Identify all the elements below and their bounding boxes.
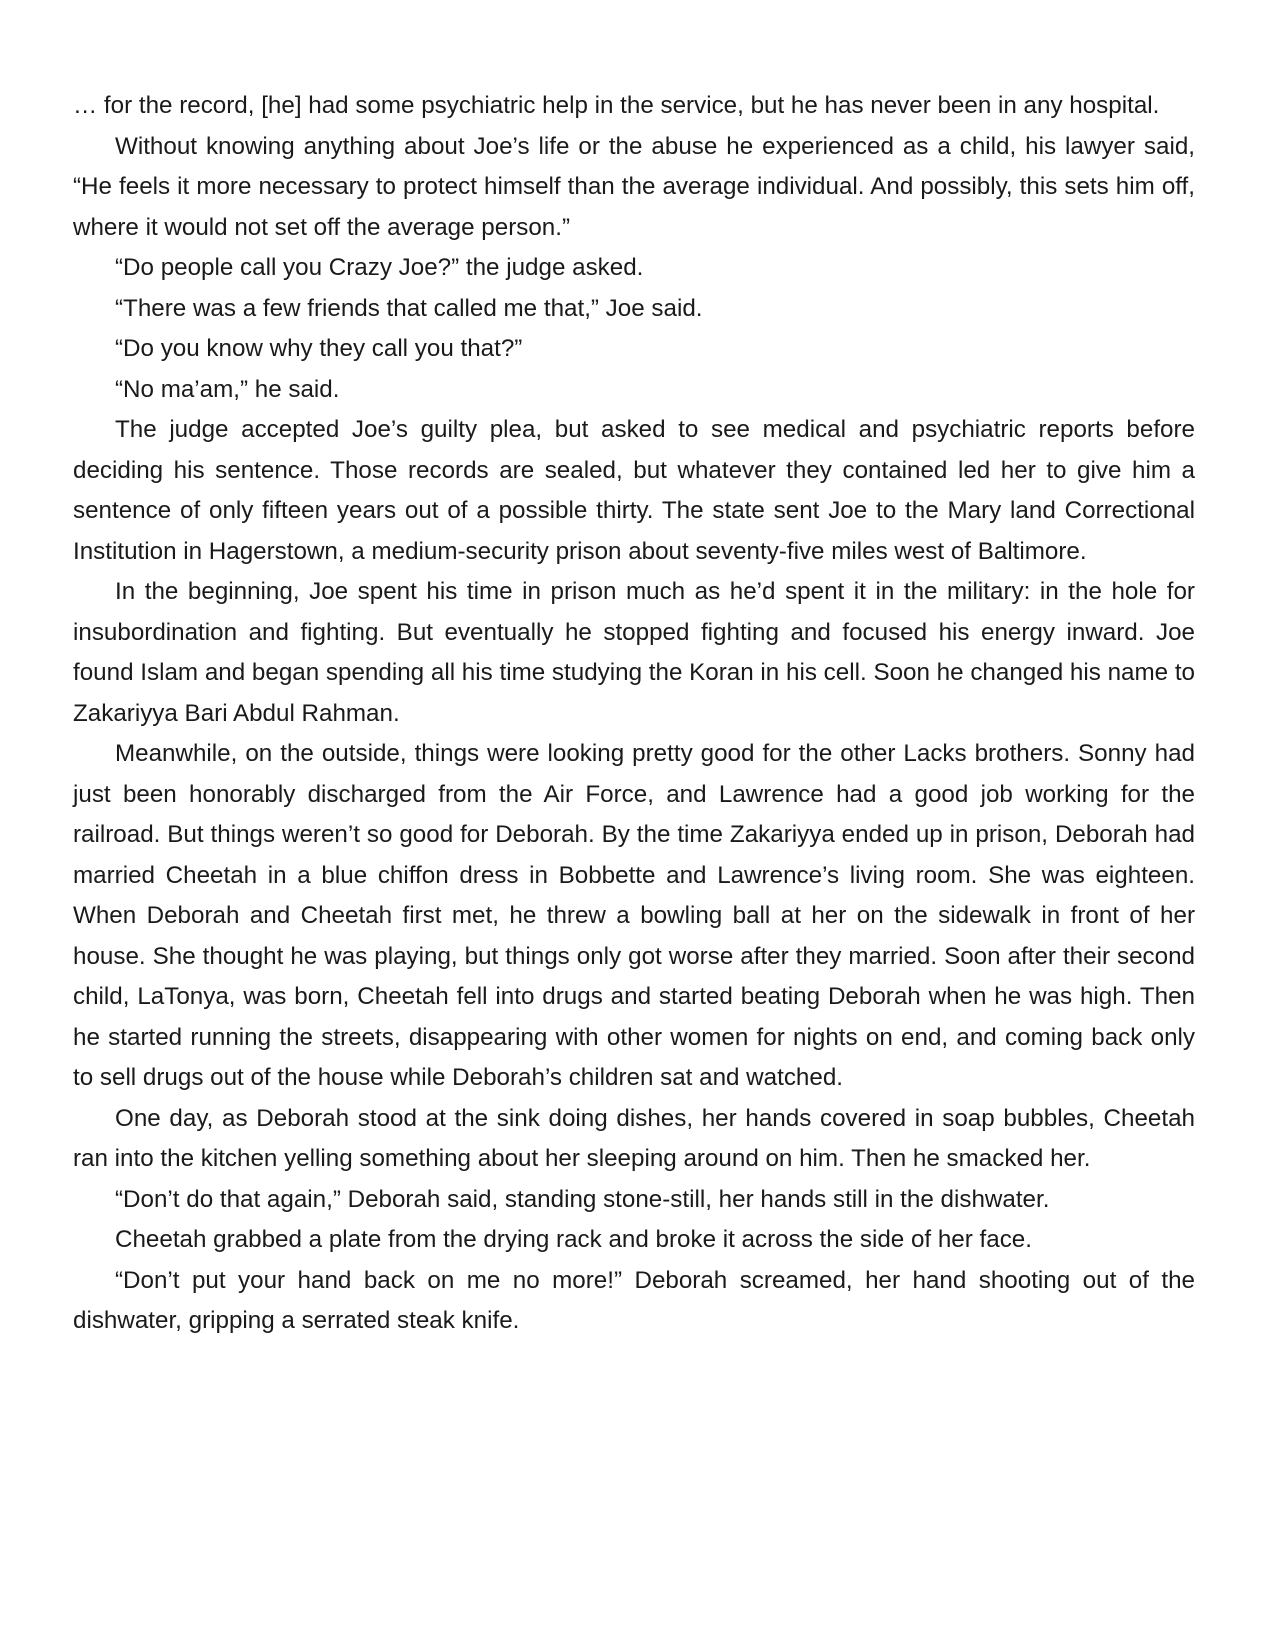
paragraph-5: “Do you know why they call you that?” (115, 335, 523, 362)
paragraph-1: … for the record, [he] had some psychiatric help in the service, but he has never been in any hospital. (73, 92, 1160, 119)
paragraph-13: “Don’t put your hand back on me no more!” Deborah screamed, her hand shooting out of the dishwater, gripping a serrated steak knife. (73, 1266, 1195, 1334)
paragraph-4: “There was a few friends that called me that,” Joe said. (115, 294, 703, 322)
paragraph-9: Meanwhile, on the outside, things were looking pretty good for the other Lacks brothers. Sonny had just been honorably discharged from the Air Force, and Lawrence had a good job working for the railroad. But things weren’t so good for Deborah. By the time Zakariyya ended up in prison, Deborah had married Cheetah in a blue chiffon dress in Bobbette and Lawrence’s living room. She was eighteen. When Deborah and Cheetah first met, he threw a bowling ball at her on the sidewalk in front of her house. She thought he was playing, but things only got worse after they married. Soon after their second child, LaTonya, was born, Cheetah fell into drugs and started beating Deborah when he was high. Then he started running the streets, disappearing with other women for nights on end, and coming back only to sell drugs out of the house while Deborah’s children sat and watched. (73, 740, 1195, 1091)
paragraph-2: Without knowing anything about Joe’s life or the abuse he experienced as a child, his lawyer said, “He feels it more necessary to protect himself than the average individual. And possibly, this sets him off, where it would not set off the average person.” (73, 132, 1195, 241)
paragraph-8: In the beginning, Joe spent his time in prison much as he’d spent it in the military: in the hole for insubordination and fighting. But eventually he stopped fighting and focused his energy inward. Joe found Islam and began spending all his time studying the Koran in his cell. Soon he changed his name to Zakariyya Bari Abdul Rahman. (73, 578, 1195, 727)
paragraph-10: One day, as Deborah stood at the sink doing dishes, her hands covered in soap bubbles, Cheetah ran into the kitchen yelling something about her sleeping around on him. Then he smacked her. (73, 1104, 1195, 1172)
paragraph-7: The judge accepted Joe’s guilty plea, but asked to see medical and psychiatric reports before deciding his sentence. Those records are sealed, but whatever they contained led her to give him a sentence of only fifteen years out of a possible thirty. The state sent Joe to the Mary land Correctional Institution in Hagerstown, a medium-security prison about seventy-five miles west of Baltimore. (73, 416, 1195, 565)
paragraph-12: Cheetah grabbed a plate from the drying rack and broke it across the side of her face. (115, 1226, 1032, 1253)
paragraph-3: “Do people call you Crazy Joe?” the judge asked. (115, 254, 644, 281)
paragraph-6: “No ma’am,” he said. (115, 375, 340, 403)
paragraph-11: “Don’t do that again,” Deborah said, standing stone-still, her hands still in the dishwater. (115, 1185, 1050, 1213)
page-body (73, 86, 1195, 1342)
